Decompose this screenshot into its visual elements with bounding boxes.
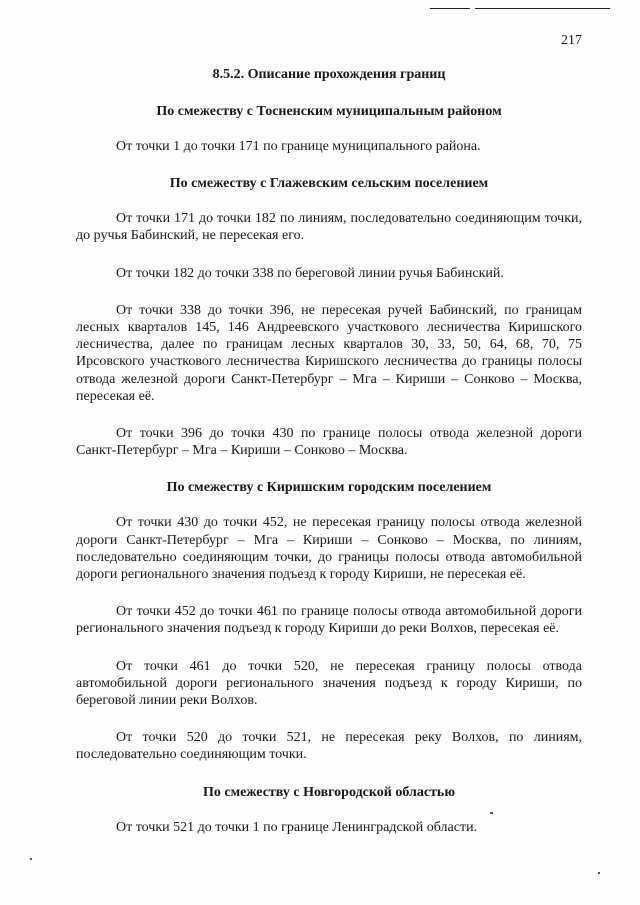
scan-artifact-line (430, 8, 470, 9)
subsection-heading: По смежеству с Тосненским муниципальным районом (156, 104, 502, 119)
paragraph: От точки 461 до точки 520, не пересекая границу полосы отвода автомобильной дороги регионального значения подъезд к городу Кириши, по береговой линии реки Волхов. (76, 658, 582, 709)
paragraph: От точки 182 до точки 338 по береговой линии ручья Бабинский. (116, 265, 504, 281)
scan-speck (490, 812, 493, 814)
paragraph: От точки 452 до точки 461 по границе полосы отвода автомобильной дороги регионального значения подъезд к городу Кириши до реки Волхов, пересекая её. (76, 604, 582, 637)
paragraph: От точки 521 до точки 1 по границе Ленинградской области. (116, 819, 478, 835)
document-body (76, 66, 582, 856)
scan-artifact-line (475, 8, 610, 9)
section-title: 8.5.2. Описание прохождения границ (212, 67, 446, 82)
subsection-heading: По смежеству с Новгородской областью (202, 784, 456, 800)
page-number: 217 (561, 33, 582, 48)
scan-speck (30, 858, 32, 860)
paragraph: От точки 430 до точки 452, не пересекая границу полосы отвода железной дороги Санкт-Петербург – Мга – Кириши – Сонково – Москва, по линиям, последовательно соединяющим точки, до границы полосы отвода автомобильной дороги регионального значения подъезд к городу Кириши, не пересекая её. (76, 515, 582, 583)
paragraph: От точки 520 до точки 521, не пересекая реку Волхов, по линиям, последовательно соединяющим точки. (76, 730, 582, 763)
paragraph: От точки 171 до точки 182 по линиям, последовательно соединяющим точки, до ручья Бабинский, не пересекая его. (76, 211, 582, 244)
paragraph: От точки 396 до точки 430 по границе полосы отвода железной дороги Санкт-Петербург – Мга – Кириши – Сонково – Москва. (76, 426, 582, 459)
paragraph: От точки 338 до точки 396, не пересекая ручей Бабинский, по границам лесных кварталов 145, 146 Андреевского участкового лесничества Киришского лесничества, далее по границам лесных кварталов 30, 33, 50, 64, 68, 70, 75 Ирсовского участкового лесничества Киришского лесничества до границы полосы отвода железной дороги Санкт-Петербург – Мга – Кириши – Сонково – Москва, пересекая её. (76, 302, 582, 404)
subsection-heading: По смежеству с Киришским городским поселением (166, 480, 492, 496)
paragraph: От точки 1 до точки 171 по границе муниципального района. (116, 139, 481, 154)
subsection-heading: По смежеству с Глажевским сельским поселением (169, 176, 489, 192)
scan-speck (598, 872, 600, 874)
